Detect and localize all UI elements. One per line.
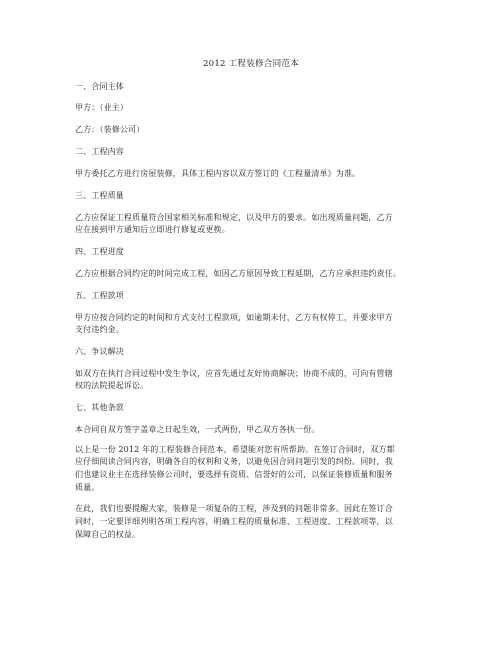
document-title: 2012 工程装修合同范本 — [203, 59, 299, 69]
closing-1-line-1: 以上是一份 2012 年的工程装修合同范本，希望能对您有所帮助。在签订合同时，双方都 — [75, 445, 395, 454]
closing-1-line-4: 质量。 — [75, 483, 100, 492]
dispute-line-2: 权的法院提起诉讼。 — [75, 381, 149, 390]
closing-1-line-3: 们也建议业主在选择装修公司时，要选择有资质、信誉好的公司，以保证装修质量和服务 — [75, 470, 393, 479]
section-heading-quality: 三、工程质量 — [75, 191, 124, 200]
other-paragraph: 本合同自双方签字盖章之日起生效，一式两份，甲乙双方各执一份。 — [75, 425, 320, 434]
payment-line-2: 支付违约金。 — [75, 325, 124, 334]
content-paragraph: 甲方委托乙方进行房屋装修，具体工程内容以双方签订的《工程量清单》为准。 — [75, 169, 361, 178]
schedule-paragraph: 乙方应根据合同约定的时间完成工程，如因乙方原因导致工程延期，乙方应承担违约责任。 — [75, 269, 401, 278]
party-a-line: 甲方：（业主） — [75, 103, 129, 112]
closing-1-line-2: 应仔细阅读合同内容，明确各自的权利和义务，以避免因合同问题引发的纠纷。同时，我 — [75, 457, 393, 466]
section-heading-schedule: 四、工程进度 — [75, 247, 124, 256]
dispute-line-1: 如双方在执行合同过程中发生争议，应首先通过友好协商解决；协商不成的，可向有管辖 — [75, 369, 393, 378]
closing-2-line-3: 保障自己的权益。 — [75, 530, 141, 539]
section-heading-content: 二、工程内容 — [75, 147, 124, 156]
section-heading-dispute: 六、争议解决 — [75, 347, 124, 356]
section-heading-payment: 五、工程款项 — [75, 291, 124, 300]
section-heading-parties: 一、合同主体 — [75, 82, 124, 91]
closing-2-line-1: 在此，我们也要提醒大家，装修是一项复杂的工程，涉及到的问题非常多。因此在签订合 — [75, 504, 393, 513]
quality-line-2: 应在接到甲方通知后立即进行修复或更换。 — [75, 225, 230, 234]
section-heading-other: 七、其他条款 — [75, 403, 124, 412]
closing-2-line-2: 同时，一定要详细列明各项工程内容，明确工程的质量标准、工程进度、工程款项等，以 — [75, 517, 393, 526]
party-b-line: 乙方：（装修公司） — [75, 125, 145, 134]
payment-line-1: 甲方应按合同约定的时间和方式支付工程款项，如逾期未付，乙方有权停工，并要求甲方 — [75, 313, 393, 322]
quality-line-1: 乙方应保证工程质量符合国家相关标准和规定，以及甲方的要求。如出现质量问题，乙方 — [75, 213, 393, 222]
